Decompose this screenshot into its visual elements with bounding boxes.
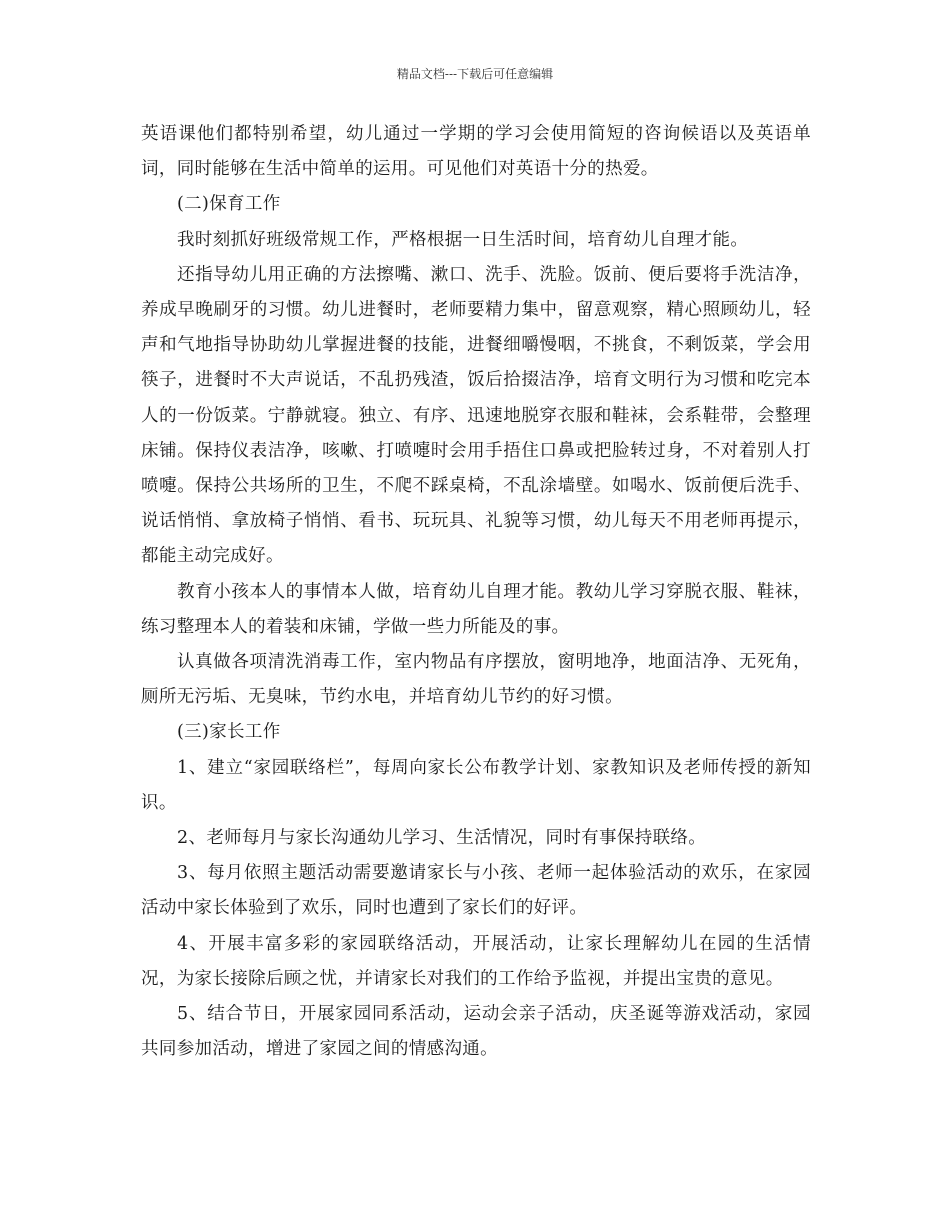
list-item-1: 1、建立“家园联络栏”，每周向家长公布教学计划、家教知识及老师传授的新知识。 (141, 757, 811, 813)
paragraph-self-care: 教育小孩本人的事情本人做，培育幼儿自理才能。教幼儿学习穿脱衣服、鞋袜，练习整理本人的着装和床铺，学做一些力所能及的事。 (141, 581, 811, 637)
page-header: 精品文档---下载后可任意编辑 (396, 67, 554, 81)
list-item-4: 4、开展丰富多彩的家园联络活动，开展活动，让家长理解幼儿在园的生活情况，为家长接除后顾之忧，并请家长对我们的工作给予监视，并提出宝贵的意见。 (141, 933, 811, 989)
paragraph-english-class: 英语课他们都特别希望，幼儿通过一学期的学习会使用简短的咨询候语以及英语单词，同时能够在生活中简单的运用。可见他们对英语十分的热爱。 (141, 124, 811, 180)
section-heading-care-work: (二)保育工作 (177, 194, 281, 215)
paragraph-cleaning: 认真做各项清洗消毒工作，室内物品有序摆放，窗明地净，地面洁净、无死角，厕所无污垢、无臭味，节约水电，并培育幼儿节约的好习惯。 (141, 652, 811, 708)
document-body (141, 117, 811, 1067)
list-item-5: 5、结合节日，开展家园同系活动，运动会亲子活动，庆圣诞等游戏活动，家园共同参加活动，增进了家园之间的情感沟通。 (141, 1004, 811, 1060)
list-item-3: 3、每月依照主题活动需要邀请家长与小孩、老师一起体验活动的欢乐，在家园活动中家长体验到了欢乐，同时也遭到了家长们的好评。 (141, 863, 811, 919)
section-heading-parent-work: (三)家长工作 (177, 722, 281, 743)
paragraph-class-routine: 我时刻抓好班级常规工作，严格根据一日生活时间，培育幼儿自理才能。 (177, 229, 749, 250)
list-item-2: 2、老师每月与家长沟通幼儿学习、生活情况，同时有事保持联络。 (177, 828, 707, 849)
paragraph-hygiene-habits: 还指导幼儿用正确的方法擦嘴、漱口、洗手、洗脸。饭前、便后要将手洗洁净，养成早晚刷牙的习惯。幼儿进餐时，老师要精力集中，留意观察，精心照顾幼儿，轻声和气地指导协助幼儿掌握进餐的技能，进餐细嚼慢咽，不挑食，不剩饭菜，学会用筷子，进餐时不大声说话，不乱扔残渣，饭后拾掇洁净，培育文明行为习惯和吃完本人的一份饭菜。宁静就寝。独立、有序、迅速地脱穿衣服和鞋袜，会系鞋带，会整理床铺。保持仪表洁净，咳嗽、打喷嚏时会用手捂住口鼻或把脸转过身，不对着别人打喷嚏。保持公共场所的卫生，不爬不踩桌椅，不乱涂墙壁。如喝水、饭前便后洗手、说话悄悄、拿放椅子悄悄、看书、玩玩具、礼貌等习惯，幼儿每天不用老师再提示，都能主动完成好。 (141, 264, 811, 567)
